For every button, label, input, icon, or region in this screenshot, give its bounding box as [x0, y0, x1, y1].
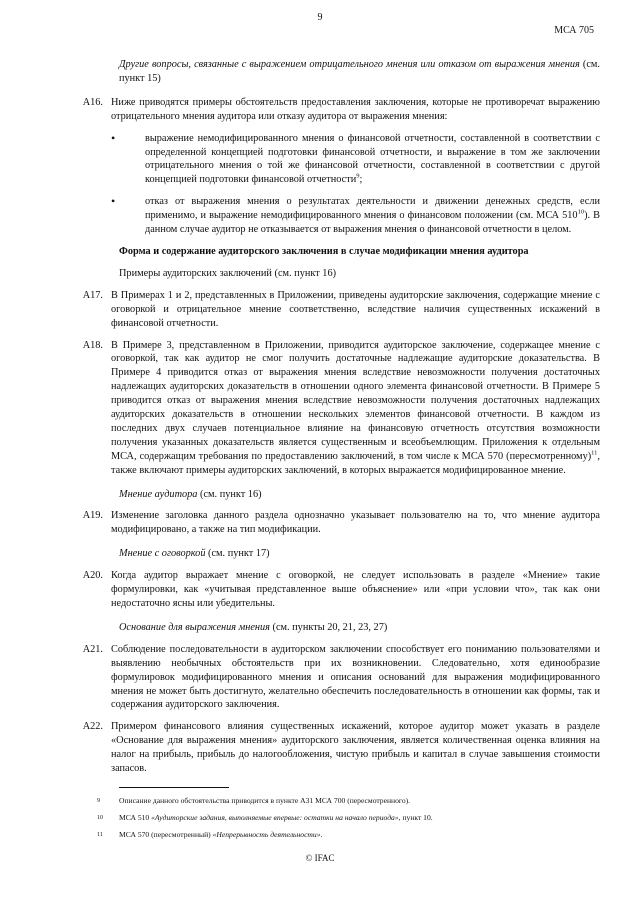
bullet-icon: • [111, 130, 116, 145]
footnote-ref: 10 [577, 208, 585, 216]
paragraph-text: Изменение заголовка данного раздела однозначно указывает пользователю на то, что мнение аудитора модифицировано, а также на тип модификации. [111, 510, 600, 536]
paragraph-a19 [82, 509, 600, 537]
paragraph-a22 [82, 720, 600, 776]
paragraph-a21 [82, 643, 600, 713]
footnote-ref: 9 [356, 172, 360, 180]
paragraph-text: Ниже приводятся примеры обстоятельств предоставления заключения, которые не противоречат выражению отрицательного мнения аудитора или отказу аудитора от выражения мнения: [111, 96, 600, 122]
bullet-list [111, 132, 600, 237]
footnote-ref: 11 [591, 449, 598, 457]
paragraph-a20 [82, 569, 600, 611]
page-number: 9 [317, 12, 323, 23]
paragraph-text: Примером финансового влияния существенных искажений, которое аудитор может указать в разделе «Основание для выражения мнения» аудиторского заключения, является количественная оценка влияния на налог на прибыль, прибыль до налогообложения, чистую прибыль и капитал в случае завышения стоимости запасов. [111, 721, 600, 775]
section-heading-qualified-opinion: Мнение с оговоркой (см. пункт 17) [119, 548, 270, 560]
footnote [97, 813, 600, 823]
copyright-footer: © IFAC [305, 853, 335, 863]
footnote-number: 9 [97, 798, 100, 804]
paragraph-number: A20. [82, 570, 103, 582]
footnote-text: МСА 510 «Аудиторские задания, выполняемые впервые: остатки на начало периода», пункт 10. [119, 813, 433, 822]
document-code: МСА 705 [554, 25, 594, 36]
footnote [97, 796, 600, 806]
paragraph-a16 [82, 96, 600, 245]
paragraph-number: A16. [82, 96, 103, 108]
section-heading-form-content: Форма и содержание аудиторского заключения в случае модификации мнения аудитора [119, 245, 529, 257]
list-item: • выражение немодифицированного мнения о финансовой отчетности, составленной в соответствии с определенной концепцией подготовки финансовой отчетности, и выражение в том же заключении отрицательного мнения о той же финансовой отчетности, составленной в соответствии с другой концепцией подготовки финансовой отчетности$^9$; [111, 130, 600, 186]
bullet-icon: • [111, 194, 116, 209]
paragraph-a18 [82, 339, 600, 478]
footnote-text: Описание данного обстоятельства приводится в пункте А31 МСА 700 (пересмотренного). [119, 796, 411, 805]
section-heading-auditor-opinion: Мнение аудитора (см. пункт 16) [119, 488, 262, 500]
paragraph-text: Соблюдение последовательности в аудиторском заключении способствует его пониманию пользователями и выявлению необычных обстоятельств при их возникновении. Следовательно, хотя единообразие формулировок модифицированного мнения и описания оснований для выражения модифицированного мнения не может быть достигнуто, желательно обеспечить последовательность в отношении как формы, так и содержания аудиторского заключения. [111, 643, 600, 711]
paragraph-text: В Примерах 1 и 2, представленных в Приложении, приведены аудиторские заключения, содержащие мнение с оговоркой и отрицательное мнение соответственно, вследствие наличия существенных искажений в финансовой отчетности. [111, 289, 600, 329]
list-item: • отказ от выражения мнения о результатах деятельности и движении денежных средств, если применимо, и выражение немодифицированного мнения о финансовом положении (см. МСА $510^{10}$). В данном случае аудитор не отказывается от выражения мнения о финансовой отчетности в целом. [111, 194, 600, 236]
footnote-number: 10 [97, 815, 103, 821]
paragraph-number: A17. [82, 289, 103, 301]
paragraph-number: A19. [82, 510, 103, 522]
section-heading-examples: Примеры аудиторских заключений (см. пункт 16) [119, 267, 337, 279]
section-heading-other-matters: Другие вопросы, связанные с выражением отрицательного мнения или отказом от выражения мнения (см. пункт 15) [119, 59, 600, 84]
paragraph-a17 [82, 289, 600, 331]
main-content [82, 58, 600, 776]
paragraph-number: A18. [82, 339, 103, 351]
section-heading-basis-for-opinion: Основание для выражения мнения (см. пункты 20, 21, 23, 27) [119, 621, 388, 633]
paragraph-text: Когда аудитор выражает мнение с оговоркой, не следует использовать в разделе «Мнение» такие формулировки, как «учитывая представленное выше объяснение» или «при условии что», так как они недостаточно ясны или убедительны. [111, 570, 600, 609]
paragraph-text: В Примере 3, представленном в Приложении, приводится аудиторское заключение, содержащее мнение с оговоркой, так как аудитор не смог получить достаточные надлежащие аудиторские доказательства. В Примере 4 приводится отказ от выражения мнения вследствие невозможности получения достаточных надлежащих аудиторских доказательств в отношении одного элемента финансовой отчетности. В Примере 5 приводится отказ от выражения мнения вследствие невозможности получения достаточных надлежащих аудиторских доказательств в отношении нескольких элементов финансовой отчетности. В каждом из последних двух случаев потенциальное влияние на финансовую отчетность отсутствия возможности получения указанных доказательств является существенным и всеобъемлющим. Приложения к отдельным МСА, содержащим требования по предоставлению заключений, в том числе к МСА 570 (пересмотренному)$^{11}$, также включают примеры аудиторских заключений, в которых выражается модифицированное мнение. [111, 339, 600, 476]
footnote-number: 11 [97, 832, 103, 838]
footnote-text: МСА 570 (пересмотренный) «Непрерывность деятельности». [119, 830, 323, 839]
footnote [97, 830, 600, 840]
paragraph-number: A21. [82, 643, 103, 655]
footnote-divider [119, 787, 229, 788]
footnotes [97, 796, 600, 847]
paragraph-number: A22. [82, 721, 103, 733]
